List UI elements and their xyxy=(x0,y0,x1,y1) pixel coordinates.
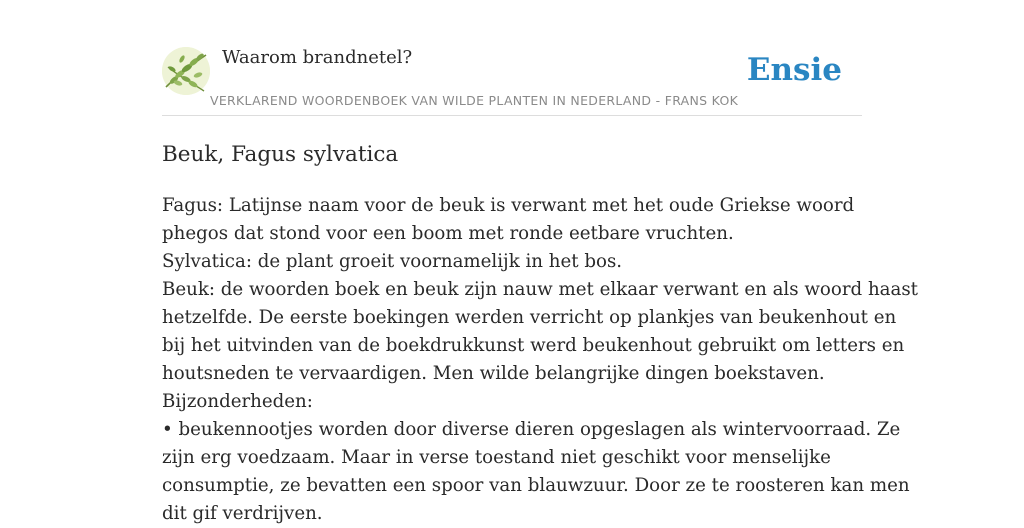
book-subtitle: VERKLAREND WOORDENBOEK VAN WILDE PLANTEN IN NEDERLAND - FRANS KOK xyxy=(210,93,739,108)
entry-line: consumptie, ze bevatten een spoor van blauwzuur. Door ze te roosteren kan men xyxy=(162,475,910,496)
entry-line: Bijzonderheden: xyxy=(162,391,313,412)
entry-line: phegos dat stond voor een boom met ronde eetbare vruchten. xyxy=(162,223,734,244)
entry-line: bij het uitvinden van de boekdrukkunst werd beukenhout gebruikt om letters en xyxy=(162,335,905,356)
entry-line: zijn erg voedzaam. Maar in verse toestand niet geschikt voor menselijke xyxy=(162,447,831,468)
blog-header xyxy=(162,44,862,116)
ensie-logo[interactable]: Ensie xyxy=(746,52,842,88)
entry-line: Beuk: de woorden boek en beuk zijn nauw met elkaar verwant en als woord haast xyxy=(162,279,918,300)
blog-title[interactable]: Waarom brandnetel? xyxy=(222,47,413,68)
plant-leaves-icon[interactable] xyxy=(162,47,210,95)
entry-body xyxy=(162,192,918,528)
entry-line: Fagus: Latijnse naam voor de beuk is verwant met het oude Griekse woord xyxy=(162,195,855,216)
entry-line: hetzelfde. De eerste boekingen werden verricht op plankjes van beukenhout en xyxy=(162,307,897,328)
entry-line: • beukennootjes worden door diverse dieren opgeslagen als wintervoorraad. Ze xyxy=(162,419,901,440)
entry-title: Beuk, Fagus sylvatica xyxy=(162,142,399,167)
entry-line: houtsneden te vervaardigen. Men wilde belangrijke dingen boekstaven. xyxy=(162,363,825,384)
entry-line: Sylvatica: de plant groeit voornamelijk in het bos. xyxy=(162,251,623,272)
entry-line: dit gif verdrijven. xyxy=(162,503,323,524)
header-divider xyxy=(162,115,862,116)
